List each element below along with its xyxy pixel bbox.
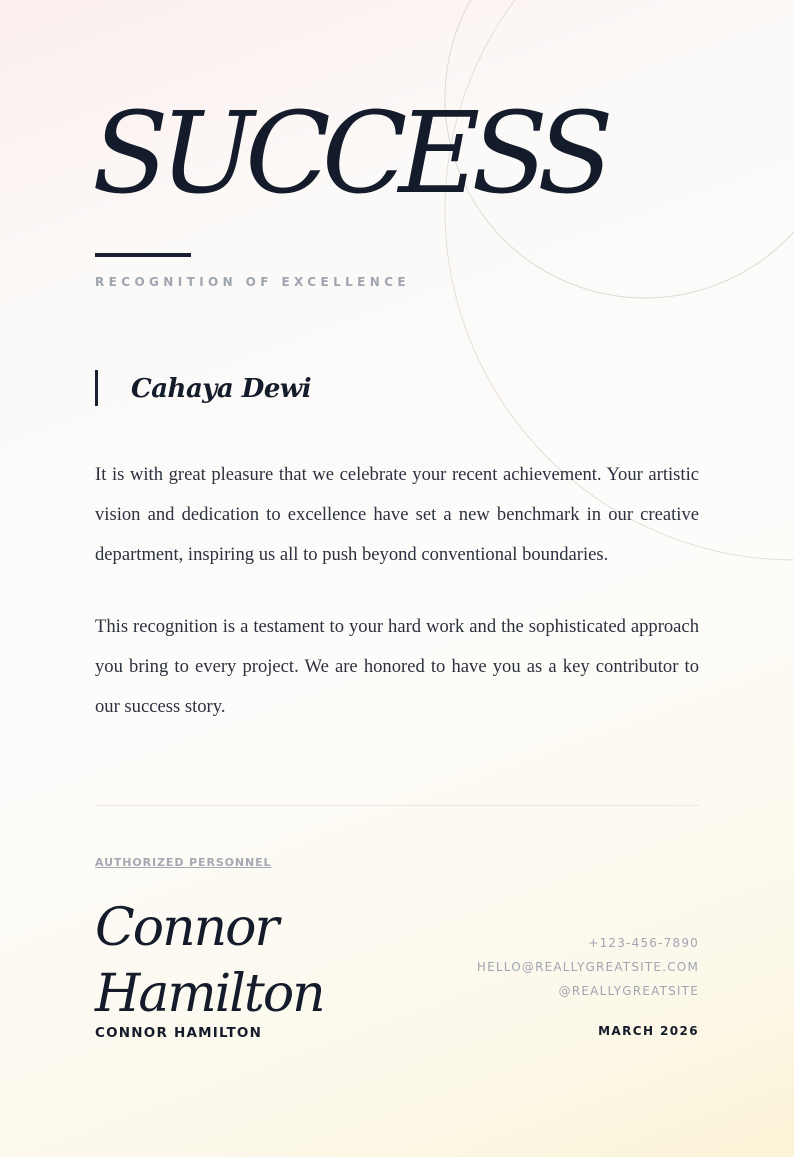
contact-social: @REALLYGREATSITE: [558, 984, 699, 998]
certificate-title: SUCCESS: [92, 89, 605, 219]
authorized-personnel-label: AUTHORIZED PERSONNEL: [95, 856, 272, 869]
signer-name: CONNOR HAMILTON: [95, 1025, 263, 1041]
footer-divider: [95, 805, 699, 806]
recipient-name: Cahaya Dewi: [131, 374, 312, 404]
contact-email: HELLO@REALLYGREATSITE.COM: [476, 960, 699, 974]
recipient-accent-bar: [95, 370, 98, 406]
body-paragraph-1: It is with great pleasure that we celebrate your recent achievement. Your artistic vision and dedication to excellence have set a new benchmark in our creative department, inspiring us all to push beyond conventional boundaries.: [95, 464, 699, 565]
contact-phone: +123-456-7890: [588, 936, 699, 950]
certificate-subtitle: RECOGNITION OF EXCELLENCE: [95, 275, 411, 289]
body-paragraph-2: This recognition is a testament to your hard work and the sophisticated approach you bring to every project. We are honored to have you as a key contributor to our success story.: [95, 616, 699, 717]
certificate-date: MARCH 2026: [598, 1024, 699, 1038]
title-underline: [95, 253, 191, 257]
handwritten-signature: Connor Hamilton: [95, 898, 324, 1024]
